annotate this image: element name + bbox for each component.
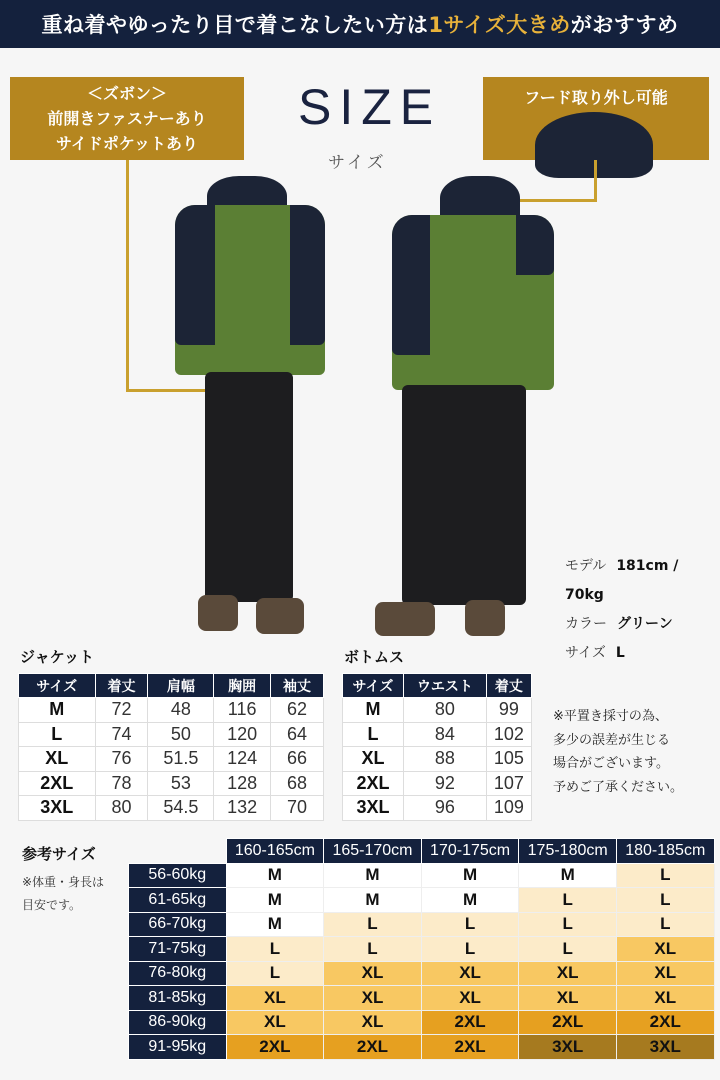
header-row	[129, 839, 715, 864]
size-cell: 2XL	[226, 1035, 324, 1060]
table-cell: 116	[214, 698, 271, 723]
size-cell: L	[324, 912, 422, 937]
measurement-note	[553, 705, 683, 799]
weight-header: 56-60kg	[129, 863, 227, 888]
size-cell: 3XL	[343, 796, 404, 821]
table-row	[343, 698, 532, 723]
size-cell: 3XL	[616, 1035, 714, 1060]
table-cell: 105	[486, 747, 531, 772]
table-cell: 50	[148, 722, 214, 747]
size-cell: L	[519, 912, 617, 937]
size-cell: M	[343, 698, 404, 723]
size-cell: XL	[226, 986, 324, 1011]
size-cell: 2XL	[616, 1010, 714, 1035]
table-row	[19, 722, 324, 747]
size-cell: 2XL	[519, 1010, 617, 1035]
weight-header: 76-80kg	[129, 961, 227, 986]
table-row	[129, 986, 715, 1011]
size-cell: XL	[19, 747, 96, 772]
table-row	[343, 722, 532, 747]
callout-line: ＜ズボン＞	[86, 84, 167, 103]
banner-highlight: 1サイズ大きめ	[428, 13, 571, 37]
table-cell: 107	[486, 771, 531, 796]
note-line: ※平置き採寸の為、	[553, 709, 668, 724]
table-cell: 54.5	[148, 796, 214, 821]
table-cell: 74	[95, 722, 148, 747]
size-cell: 2XL	[324, 1035, 422, 1060]
size-cell: L	[421, 937, 519, 962]
size-cell: 2XL	[343, 771, 404, 796]
table-row	[129, 961, 715, 986]
size-cell: M	[19, 698, 96, 723]
model-value: 181cm / 70kg	[565, 558, 679, 603]
column-header: 肩幅	[148, 674, 214, 698]
table-row	[129, 863, 715, 888]
size-cell: M	[324, 863, 422, 888]
table-cell: 99	[486, 698, 531, 723]
size-cell: L	[519, 888, 617, 913]
size-cell: 2XL	[421, 1010, 519, 1035]
table-cell: 53	[148, 771, 214, 796]
weight-header: 71-75kg	[129, 937, 227, 962]
table-cell: 48	[148, 698, 214, 723]
size-cell: L	[226, 937, 324, 962]
table-row	[19, 698, 324, 723]
table-row	[19, 796, 324, 821]
table-cell: 92	[403, 771, 486, 796]
table-cell: 96	[403, 796, 486, 821]
size-cell: XL	[226, 1010, 324, 1035]
table-cell: 109	[486, 796, 531, 821]
bottoms-size-table	[342, 673, 532, 821]
note-line: 予めご了承ください。	[553, 779, 684, 795]
size-cell: L	[343, 722, 404, 747]
table-cell: 120	[214, 722, 271, 747]
size-cell: XL	[616, 961, 714, 986]
page-subtitle: サイズ	[328, 153, 387, 173]
note-line: 目安です。	[22, 898, 82, 912]
size-cell: L	[421, 912, 519, 937]
weight-header: 66-70kg	[129, 912, 227, 937]
height-header: 160-165cm	[226, 839, 324, 864]
table-cell: 80	[403, 698, 486, 723]
empty-corner	[129, 839, 227, 864]
callout-line-right-v	[594, 160, 597, 202]
table-cell: 124	[214, 747, 271, 772]
size-label: サイズ	[565, 645, 606, 661]
size-cell: 3XL	[519, 1035, 617, 1060]
callout-line-left-v	[126, 160, 129, 392]
top-banner	[0, 0, 720, 48]
size-cell: 2XL	[19, 771, 96, 796]
note-line: ※体重・身長は	[22, 875, 105, 889]
jacket-title: ジャケット	[20, 648, 94, 666]
size-cell: M	[324, 888, 422, 913]
banner-text: 重ね着やゆったり目で着こなしたい方は	[41, 13, 429, 37]
size-cell: XL	[324, 961, 422, 986]
table-row	[129, 1035, 715, 1060]
size-cell: 3XL	[19, 796, 96, 821]
size-cell: M	[421, 863, 519, 888]
table-row	[343, 771, 532, 796]
size-value: L	[615, 645, 625, 661]
weight-header: 81-85kg	[129, 986, 227, 1011]
table-cell: 64	[271, 722, 324, 747]
table-row	[129, 912, 715, 937]
size-cell: XL	[324, 1010, 422, 1035]
column-header: 袖丈	[271, 674, 324, 698]
size-cell: XL	[343, 747, 404, 772]
size-cell: M	[226, 888, 324, 913]
size-cell: M	[226, 912, 324, 937]
table-row	[19, 771, 324, 796]
model-label: モデル	[565, 558, 607, 574]
weight-header: 86-90kg	[129, 1010, 227, 1035]
size-cell: M	[226, 863, 324, 888]
pants-callout	[10, 77, 244, 160]
table-cell: 70	[271, 796, 324, 821]
table-row	[129, 937, 715, 962]
size-cell: L	[19, 722, 96, 747]
table-row	[343, 796, 532, 821]
size-cell: XL	[616, 986, 714, 1011]
color-value: グリーン	[617, 616, 673, 632]
table-cell: 88	[403, 747, 486, 772]
table-cell: 102	[486, 722, 531, 747]
size-cell: XL	[421, 961, 519, 986]
table-cell: 62	[271, 698, 324, 723]
size-cell: L	[519, 937, 617, 962]
height-header: 175-180cm	[519, 839, 617, 864]
jacket-size-table	[18, 673, 324, 821]
reference-note	[22, 871, 104, 917]
column-header: 胸囲	[214, 674, 271, 698]
size-cell: L	[226, 961, 324, 986]
header-row	[343, 674, 532, 698]
table-cell: 78	[95, 771, 148, 796]
color-label: カラー	[565, 616, 607, 632]
height-header: 180-185cm	[616, 839, 714, 864]
model-info	[565, 552, 720, 668]
size-cell: L	[616, 863, 714, 888]
size-cell: M	[519, 863, 617, 888]
table-cell: 72	[95, 698, 148, 723]
table-cell: 51.5	[148, 747, 214, 772]
column-header: サイズ	[19, 674, 96, 698]
weight-header: 91-95kg	[129, 1035, 227, 1060]
bottoms-title: ボトムス	[344, 648, 405, 666]
table-cell: 132	[214, 796, 271, 821]
column-header: 着丈	[95, 674, 148, 698]
height-header: 165-170cm	[324, 839, 422, 864]
size-cell: M	[421, 888, 519, 913]
note-line: 場合がございます。	[553, 756, 669, 771]
page-title: SIZE	[298, 79, 442, 135]
size-cell: L	[616, 912, 714, 937]
reference-title: 参考サイズ	[22, 845, 96, 863]
callout-line: サイドポケットあり	[55, 134, 199, 153]
size-cell: 2XL	[421, 1035, 519, 1060]
size-cell: XL	[519, 961, 617, 986]
table-row	[129, 1010, 715, 1035]
table-cell: 128	[214, 771, 271, 796]
size-cell: L	[616, 888, 714, 913]
weight-header: 61-65kg	[129, 888, 227, 913]
table-cell: 80	[95, 796, 148, 821]
table-cell: 76	[95, 747, 148, 772]
column-header: サイズ	[343, 674, 404, 698]
table-cell: 84	[403, 722, 486, 747]
banner-text-end: がおすすめ	[570, 13, 679, 37]
size-cell: XL	[324, 986, 422, 1011]
callout-line: フード取り外し可能	[524, 88, 668, 107]
size-cell: XL	[616, 937, 714, 962]
table-cell: 68	[271, 771, 324, 796]
size-cell: L	[324, 937, 422, 962]
callout-line: 前開きファスナーあり	[47, 109, 207, 128]
size-cell: XL	[519, 986, 617, 1011]
height-header: 170-175cm	[421, 839, 519, 864]
size-cell: XL	[421, 986, 519, 1011]
table-cell: 66	[271, 747, 324, 772]
column-header: 着丈	[486, 674, 531, 698]
column-header: ウエスト	[403, 674, 486, 698]
table-row	[343, 747, 532, 772]
header-row	[19, 674, 324, 698]
reference-size-table	[128, 838, 715, 1060]
note-line: 多少の誤差が生じる	[553, 732, 671, 748]
table-row	[129, 888, 715, 913]
table-row	[19, 747, 324, 772]
